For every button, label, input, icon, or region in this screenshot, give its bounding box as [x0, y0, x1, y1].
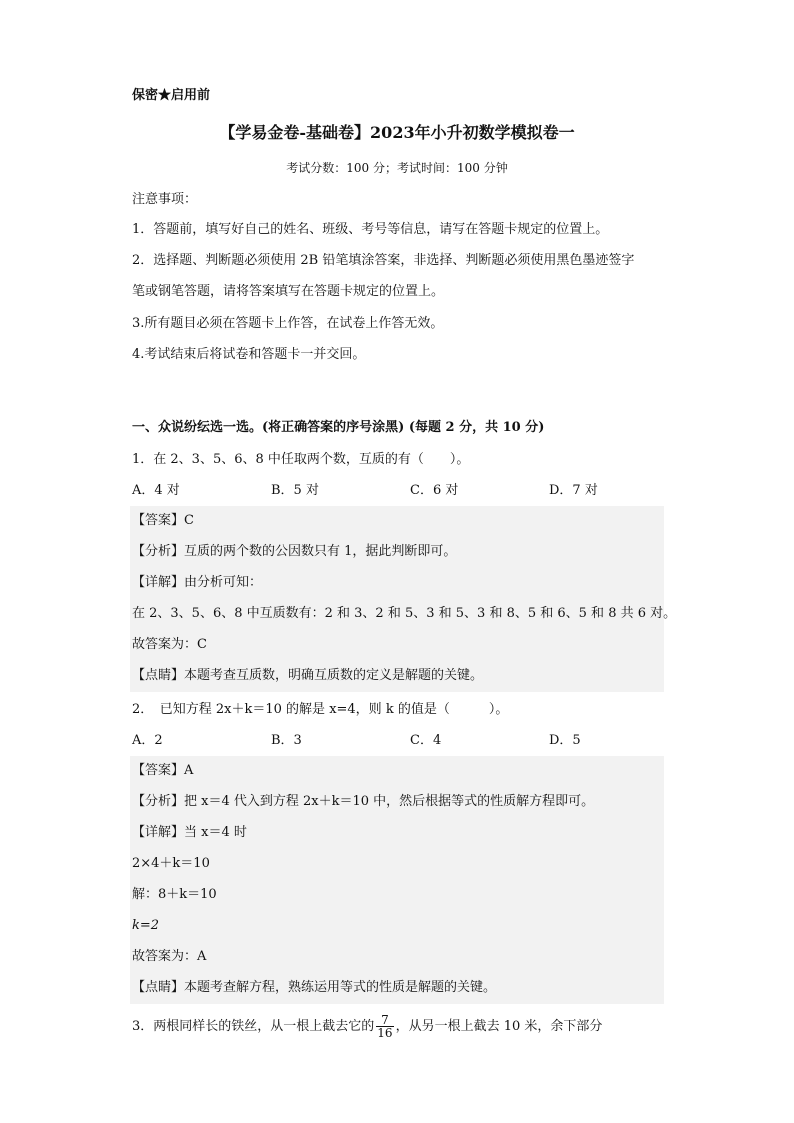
question-2-analysis: 【分析】把 x＝4 代入到方程 2x＋k＝10 中，然后根据等式的性质解方程即可。 [132, 794, 595, 809]
section-heading: 一、众说纷纭选一选。(将正确答案的序号涂黑) (每题 2 分，共 10 分) [132, 420, 545, 435]
question-2-conclusion: 故答案为：A [132, 949, 207, 964]
answer-shade [130, 630, 664, 661]
question-1-conclusion: 故答案为：C [132, 637, 207, 652]
answer-shade [130, 942, 664, 973]
answer-shade [130, 756, 664, 787]
question-2-option-d: D．5 [549, 733, 581, 748]
question-1-option-d: D．7 对 [549, 483, 598, 498]
exam-info: 考试分数：100 分；考试时间：100 分钟 [286, 161, 508, 175]
question-2-step-3: k=2 [132, 918, 160, 933]
answer-shade [130, 911, 664, 942]
question-1-option-c: C．6 对 [410, 483, 459, 498]
notes-heading: 注意事项： [132, 192, 198, 207]
question-1-comment: 【点睛】本题考查互质数，明确互质数的定义是解题的关键。 [132, 668, 484, 683]
question-1-option-b: B．5 对 [271, 483, 319, 498]
question-1-detail-line: 在 2、3、5、6、8 中互质数有：2 和 3、2 和 5、3 和 5、3 和 8、5 和 6、5 和 8 共 6 对。 [132, 606, 677, 621]
answer-shade [130, 849, 664, 880]
note-item-2-line-2: 笔或钢笔答题，请将答案填写在答题卡规定的位置上。 [132, 284, 445, 299]
question-2-detail: 【详解】当 x＝4 时 [132, 825, 247, 840]
note-item-1: 1．答题前，填写好自己的姓名、班级、考号等信息，请写在答题卡规定的位置上。 [132, 222, 609, 237]
question-1-option-a: A．4 对 [132, 483, 180, 498]
question-1-answer: 【答案】C [132, 513, 194, 528]
question-1-stem: 1．在 2、3、5、6、8 中任取两个数，互质的有（ ）。 [132, 452, 470, 467]
question-1-detail: 【详解】由分析可知： [132, 575, 263, 590]
confidential-label: 保密★启用前 [132, 88, 211, 103]
question-3-stem [132, 1014, 602, 1039]
question-3-stem-before: 3．两根同样长的铁丝，从一根上截去它的 [132, 1019, 375, 1034]
question-2-answer: 【答案】A [132, 763, 194, 778]
answer-shade [130, 506, 664, 537]
note-item-4: 4.考试结束后将试卷和答题卡一并交回。 [132, 347, 366, 362]
question-2-option-b: B．3 [271, 733, 302, 748]
question-3-stem-after: ，从另一根上截去 10 米，余下部分 [395, 1019, 603, 1034]
question-2-comment: 【点睛】本题考查解方程，熟练运用等式的性质是解题的关键。 [132, 980, 497, 995]
question-2-step-2: 解：8＋k＝10 [132, 887, 217, 902]
question-2-stem: 2． 已知方程 2x＋k＝10 的解是 x=4，则 k 的值是（ ）。 [132, 702, 509, 717]
note-item-3: 3.所有题目必须在答题卡上作答，在试卷上作答无效。 [132, 316, 444, 331]
question-2-option-c: C．4 [410, 733, 442, 748]
page-title: 【学易金卷-基础卷】2023年小升初数学模拟卷一 [219, 123, 575, 142]
fraction [376, 1014, 393, 1039]
question-2-option-a: A．2 [132, 733, 163, 748]
fraction-numerator: 7 [376, 1014, 393, 1027]
question-1-analysis: 【分析】互质的两个数的公因数只有 1，据此判断即可。 [132, 544, 457, 559]
question-2-step-1: 2×4＋k＝10 [132, 856, 210, 871]
note-item-2-line-1: 2．选择题、判断题必须使用 2B 铅笔填涂答案，非选择、判断题必须使用黑色墨迹签字 [132, 253, 635, 268]
fraction-denominator: 16 [377, 1026, 393, 1040]
